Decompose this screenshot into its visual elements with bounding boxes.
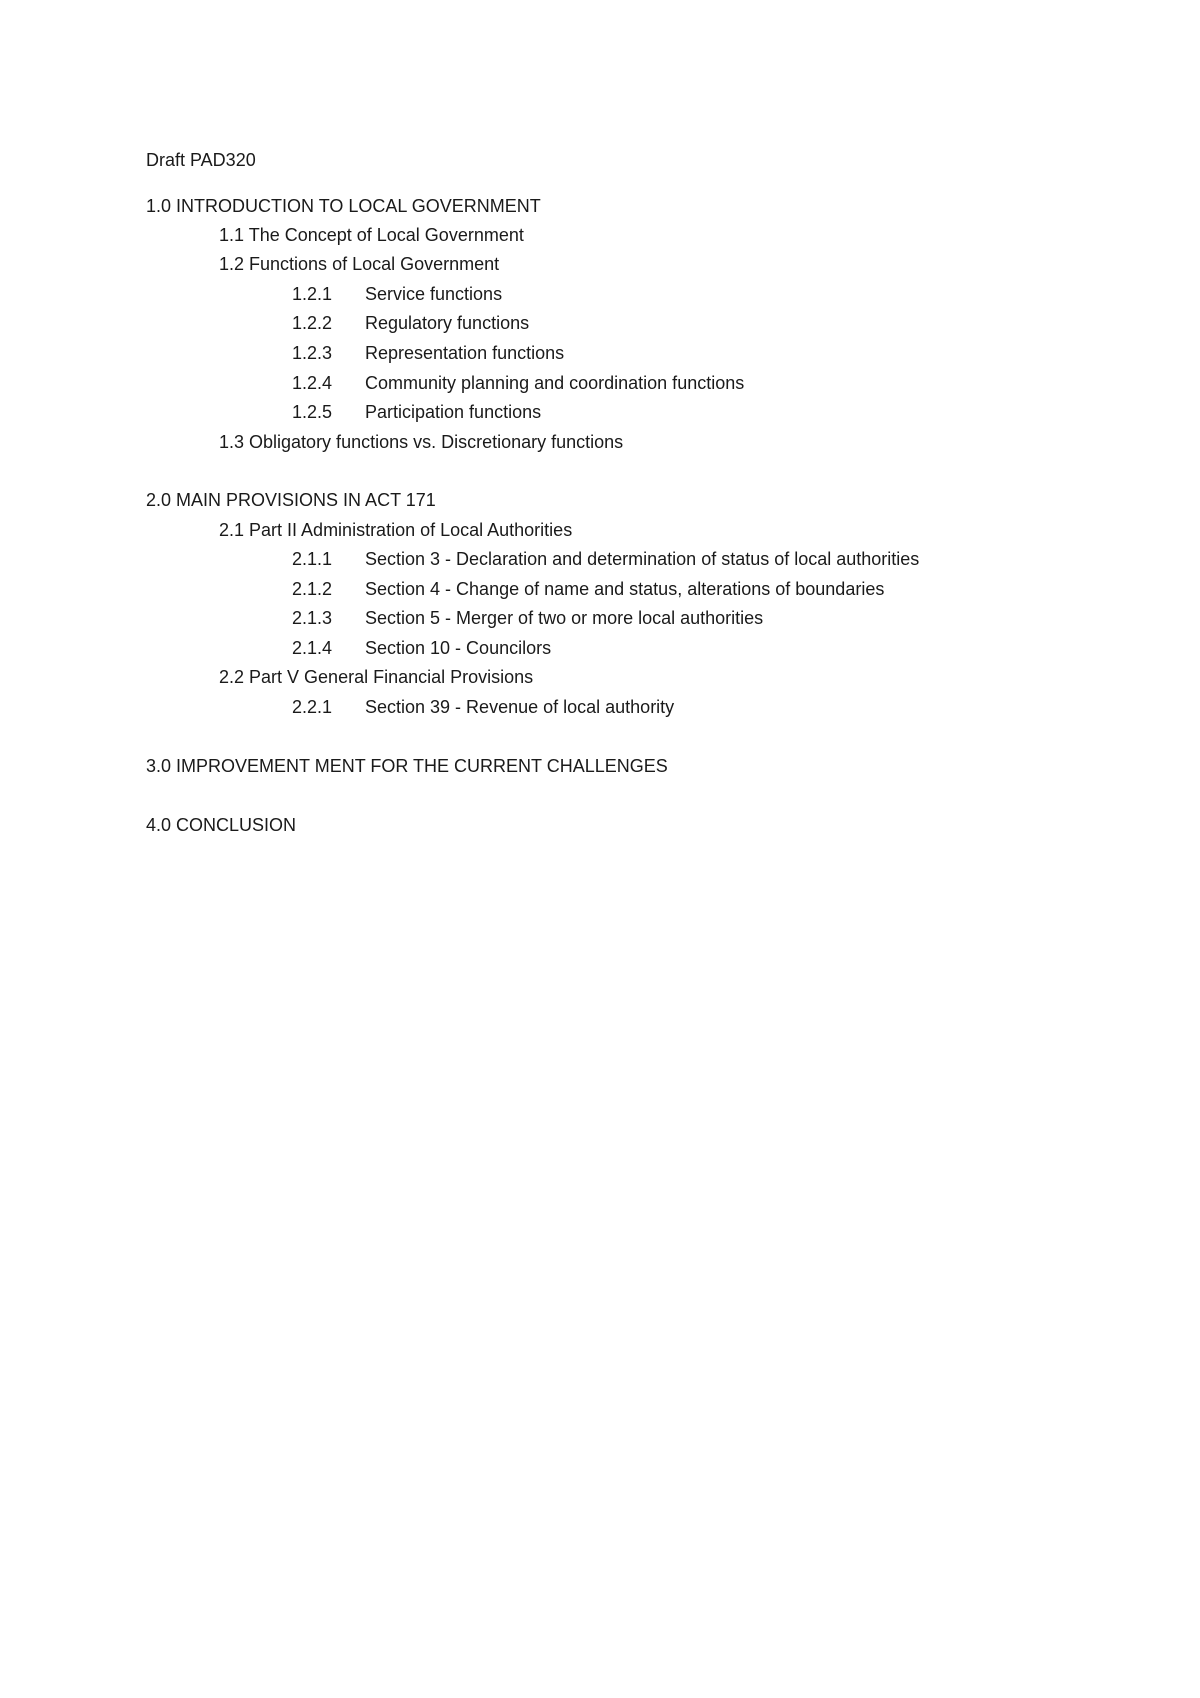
item-text: Section 39 - Revenue of local authority	[365, 697, 675, 717]
item-number: 2.1.2	[292, 579, 333, 599]
item-text: Section 3 - Declaration and determination of status of local authorities	[365, 549, 920, 569]
item-number: 1.2.4	[292, 373, 333, 393]
item-text: Representation functions	[365, 343, 565, 363]
item-text: Section 5 - Merger of two or more local authorities	[365, 608, 764, 628]
item-text: Section 10 - Councilors	[365, 638, 552, 658]
section-heading-4: 4.0 CONCLUSION	[146, 815, 297, 835]
section-heading-3: 3.0 IMPROVEMENT MENT FOR THE CURRENT CHALLENGES	[146, 756, 668, 776]
subsection-1-2: 1.2 Functions of Local Government	[219, 254, 500, 274]
item-number: 2.2.1	[292, 697, 333, 717]
subsection-2-2: 2.2 Part V General Financial Provisions	[219, 667, 534, 687]
item-number: 1.2.3	[292, 343, 333, 363]
item-text: Service functions	[365, 284, 503, 304]
subsection-2-1: 2.1 Part II Administration of Local Authorities	[219, 520, 573, 540]
document-title: Draft PAD320	[146, 150, 256, 170]
item-number: 1.2.2	[292, 313, 333, 333]
subsection-1-3: 1.3 Obligatory functions vs. Discretionary functions	[219, 432, 624, 452]
item-text: Participation functions	[365, 402, 542, 422]
item-text: Section 4 - Change of name and status, alterations of boundaries	[365, 579, 885, 599]
subsection-1-1: 1.1 The Concept of Local Government	[219, 225, 524, 245]
item-number: 1.2.5	[292, 402, 333, 422]
item-text: Community planning and coordination functions	[365, 373, 745, 393]
item-text: Regulatory functions	[365, 313, 530, 333]
item-number: 1.2.1	[292, 284, 333, 304]
section-heading-2: 2.0 MAIN PROVISIONS IN ACT 171	[146, 490, 436, 510]
item-number: 2.1.3	[292, 608, 333, 628]
item-number: 2.1.1	[292, 549, 333, 569]
item-number: 2.1.4	[292, 638, 333, 658]
section-heading-1: 1.0 INTRODUCTION TO LOCAL GOVERNMENT	[146, 196, 541, 216]
